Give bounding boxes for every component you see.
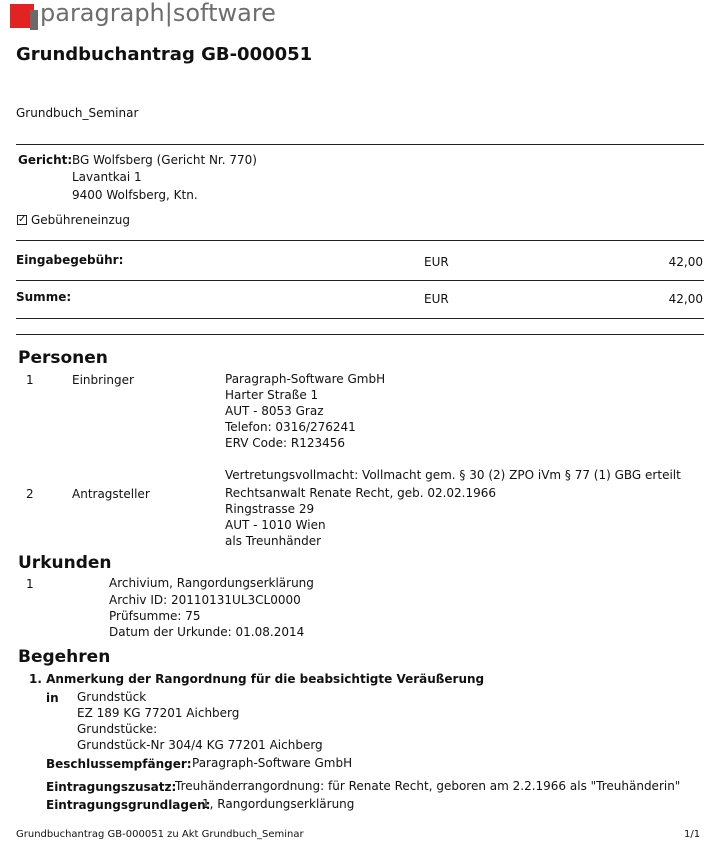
divider [16,318,704,319]
section-heading-persons: Personen [18,348,108,368]
document-number: 1 [26,577,34,591]
court-line: BG Wolfsberg (Gericht Nr. 770) [72,153,257,167]
addition-value: Treuhänderrangordnung: für Renate Recht, geboren am 2.2.1966 als "Treuhänderin" [175,779,681,793]
person-line: AUT - 8053 Graz [225,404,324,418]
recipient-label: Beschlussempfänger: [46,757,192,771]
person-line: AUT - 1010 Wien [225,518,326,532]
person-line: Ringstrasse 29 [225,502,315,516]
request-in-line: Grundstück [77,690,147,704]
court-line: Lavantkai 1 [72,170,142,184]
court-label: Gericht: [18,153,73,167]
subtitle: Grundbuch_Seminar [16,106,139,120]
person-line: Harter Straße 1 [225,388,319,402]
document-line: Archiv ID: 20110131UL3CL0000 [109,593,301,607]
logo-mark-shadow [30,10,38,30]
entry-fee-amount: 42,00 [668,255,703,269]
page-number: 1/1 [684,829,701,840]
request-in-label: in [46,691,59,705]
divider [16,334,704,335]
document-line: Prüfsumme: 75 [109,609,201,623]
footer-text: Grundbuchantrag GB-000051 zu Akt Grundbuch_Seminar [16,829,304,840]
request-in-line: Grundstücke: [77,722,158,736]
divider [16,144,704,145]
entry-fee-label: Eingabegebühr: [16,253,124,267]
sum-label: Summe: [16,290,72,304]
divider [16,280,704,281]
person-line: Vertretungsvollmacht: Vollmacht gem. § 30 (2) ZPO iVm § 77 (1) GBG erteilt [225,468,681,482]
person-role: Antragsteller [72,487,150,501]
person-line: Paragraph-Software GmbH [225,372,386,386]
section-heading-requests: Begehren [18,647,111,667]
person-line: als Treunhänder [225,534,322,548]
request-in-line: EZ 189 KG 77201 Aichberg [77,706,240,720]
sum-amount: 42,00 [668,292,703,306]
person-line: ERV Code: R123456 [225,436,346,450]
divider [16,240,704,241]
entry-fee-currency: EUR [424,255,449,269]
fee-collection-label: Gebühreneinzug [31,213,131,227]
person-line: Telefon: 0316/276241 [225,420,356,434]
court-line: 9400 Wolfsberg, Ktn. [72,188,198,202]
request-title: 1. Anmerkung der Rangordnung für die beabsichtigte Veräußerung [29,672,485,686]
page-title: Grundbuchantrag GB-000051 [16,44,313,65]
fee-collection-checkbox[interactable]: ✓ [18,214,27,225]
addition-label: Eintragungszusatz: [46,780,177,794]
person-role: Einbringer [72,373,134,387]
section-heading-documents: Urkunden [18,553,112,573]
person-line: Rechtsanwalt Renate Recht, geb. 02.02.1966 [225,486,497,500]
person-number: 2 [26,487,34,501]
recipient-value: Paragraph-Software GmbH [192,756,353,770]
sum-currency: EUR [424,292,449,306]
logo: paragraph|software [40,0,276,27]
basis-value: 1, Rangordungserklärung [202,797,355,811]
document-line: Archivium, Rangordungserklärung [109,576,314,590]
document-line: Datum der Urkunde: 01.08.2014 [109,625,305,639]
request-in-line: Grundstück-Nr 304/4 KG 77201 Aichberg [77,738,323,752]
person-number: 1 [26,373,34,387]
basis-label: Eintragungsgrundlagen: [46,798,211,812]
